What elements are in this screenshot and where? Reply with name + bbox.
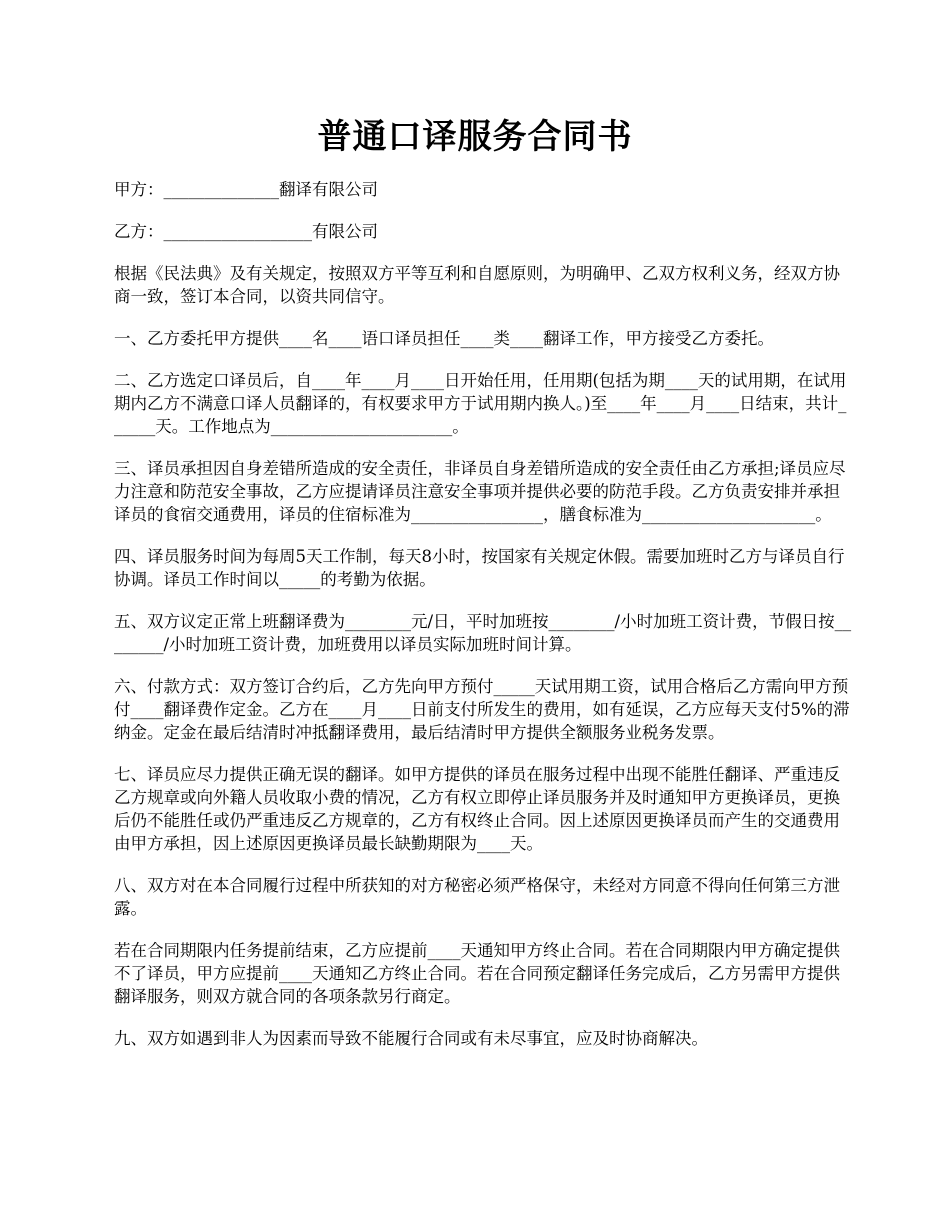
clause-4-paragraph: 四、译员服务时间为每周5天工作制，每天8小时，按国家有关规定休假。需要加班时乙方与译员自行协调。译员工作时间以_____的考勤为依据。 [114, 547, 845, 589]
termination-paragraph: 若在合同期限内任务提前结束，乙方应提前____天通知甲方终止合同。若在合同期限内甲方确定提供不了译员，甲方应提前____天通知乙方终止合同。若在合同预定翻译任务完成后，乙方另需甲方提供翻译服务，则双方就合同的各项条款另行商定。 [114, 941, 840, 1006]
clause-9-paragraph: 九、双方如遇到非人为因素而导致不能履行合同或有未尽事宜，应及时协商解决。 [114, 1029, 708, 1048]
clause-3-paragraph: 三、译员承担因自身差错所造成的安全责任，非译员自身差错所造成的安全责任由乙方承担;译员应尽力注意和防范安全事故，乙方应提请译员注意安全事项并提供必要的防范手段。乙方负责安排并承担译员的食宿交通费用，译员的住宿标准为________________，膳食标准为_____________________。 [114, 459, 846, 524]
clause-6-paragraph: 六、付款方式：双方签订合约后，乙方先向甲方预付_____天试用期工资，试用合格后乙方需向甲方预付____翻译费作定金。乙方在____月____日前支付所发生的费用，如有延误，乙方应每天支付5%的滞纳金。定金在最后结清时冲抵翻译费用，最后结清时甲方提供全额服务业税务发票。 [114, 677, 850, 742]
party-b-line: 乙方：__________________有限公司 [114, 222, 378, 241]
clause-2-paragraph: 二、乙方选定口译员后，自____年____月____日开始任用，任用期(包括为期____天的试用期，在试用期内乙方不满意口译人员翻译的，有权要求甲方于试用期内换人。)至____年____月____日结束，共计______天。工作地点为______________________。 [114, 371, 847, 436]
clause-7-paragraph: 七、译员应尽力提供正确无误的翻译。如甲方提供的译员在服务过程中出现不能胜任翻译、严重违反乙方规章或向外籍人员收取小费的情况，乙方有权立即停止译员服务并及时通知甲方更换译员，更换后仍不能胜任或仍严重违反乙方规章的，乙方有权终止合同。因上述原因更换译员而产生的交通费用由甲方承担，因上述原因更换译员最长缺勤期限为____天。 [114, 765, 840, 853]
preamble-paragraph: 根据《民法典》及有关规定，按照双方平等互利和自愿原则，为明确甲、乙双方权利义务，经双方协商一致，签订本合同，以资共同信守。 [114, 264, 840, 306]
party-a-line: 甲方：______________翻译有限公司 [114, 180, 378, 199]
clause-5-paragraph: 五、双方议定正常上班翻译费为________元/日，平时加班按________/小时加班工资计费，节假日按________/小时加班工资计费，加班费用以译员实际加班时间计算。 [114, 612, 852, 654]
document-title: 普通口译服务合同书 [317, 117, 633, 157]
clause-8-paragraph: 八、双方对在本合同履行过程中所获知的对方秘密必须严格保守，未经对方同意不得向任何第三方泄露。 [114, 876, 840, 918]
document-body [114, 178, 854, 1069]
clause-1-paragraph: 一、乙方委托甲方提供____名____语口译员担任____类____翻译工作，甲方接受乙方委托。 [114, 329, 774, 348]
